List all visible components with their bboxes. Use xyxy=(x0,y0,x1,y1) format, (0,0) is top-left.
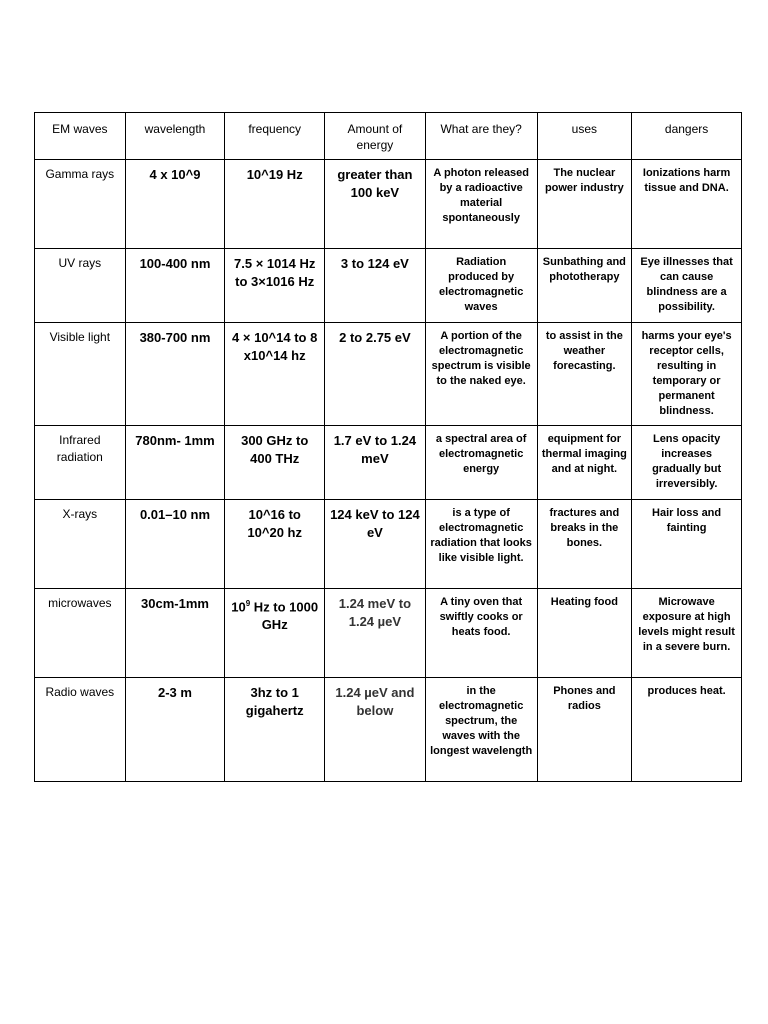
cell-what: A tiny oven that swiftly cooks or heats food. xyxy=(425,589,537,678)
cell-frequency: 10^16 to 10^20 hz xyxy=(225,500,325,589)
cell-frequency: 3hz to 1 gigahertz xyxy=(225,678,325,782)
cell-what: in the electromagnetic spectrum, the waves with the longest wavelength xyxy=(425,678,537,782)
table-header-row xyxy=(35,113,742,160)
cell-what: Radiation produced by electromagnetic waves xyxy=(425,249,537,323)
cell-dangers: harms your eye's receptor cells, resulting in temporary or permanent blindness. xyxy=(632,323,742,426)
cell-frequency: 10^19 Hz xyxy=(225,160,325,249)
cell-dangers: Hair loss and fainting xyxy=(632,500,742,589)
table-row xyxy=(35,500,742,589)
frequency-base: 10 xyxy=(231,599,246,615)
header-frequency: frequency xyxy=(225,113,325,160)
cell-wavelength: 0.01–10 nm xyxy=(125,500,225,589)
cell-energy: 2 to 2.75 eV xyxy=(325,323,426,426)
cell-energy: 3 to 124 eV xyxy=(325,249,426,323)
cell-energy: 124 keV to 124 eV xyxy=(325,500,426,589)
cell-frequency: 300 GHz to 400 THz xyxy=(225,426,325,500)
table-row xyxy=(35,160,742,249)
cell-name: X-rays xyxy=(35,500,126,589)
em-waves-table xyxy=(34,112,742,782)
cell-wavelength: 2-3 m xyxy=(125,678,225,782)
frequency-exponent: 9 xyxy=(245,599,251,608)
cell-uses: equipment for thermal imaging and at night. xyxy=(537,426,632,500)
cell-name: Radio waves xyxy=(35,678,126,782)
cell-what: A portion of the electromagnetic spectrum is visible to the naked eye. xyxy=(425,323,537,426)
cell-uses: to assist in the weather forecasting. xyxy=(537,323,632,426)
cell-dangers: Lens opacity increases gradually but irreversibly. xyxy=(632,426,742,500)
cell-energy: greater than 100 keV xyxy=(325,160,426,249)
cell-dangers: Ionizations harm tissue and DNA. xyxy=(632,160,742,249)
frequency-rest: Hz to 1000 GHz xyxy=(250,599,319,633)
cell-wavelength: 780nm- 1mm xyxy=(125,426,225,500)
cell-name: UV rays xyxy=(35,249,126,323)
table-row xyxy=(35,589,742,678)
cell-dangers: Eye illnesses that can cause blindness are a possibility. xyxy=(632,249,742,323)
header-uses: uses xyxy=(537,113,632,160)
cell-uses: fractures and breaks in the bones. xyxy=(537,500,632,589)
table-row xyxy=(35,426,742,500)
cell-dangers: Microwave exposure at high levels might result in a severe burn. xyxy=(632,589,742,678)
cell-uses: Phones and radios xyxy=(537,678,632,782)
cell-name: Visible light xyxy=(35,323,126,426)
header-em-waves: EM waves xyxy=(35,113,126,160)
cell-wavelength: 30cm-1mm xyxy=(125,589,225,678)
header-energy: Amount of energy xyxy=(325,113,426,160)
cell-uses: Sunbathing and phototherapy xyxy=(537,249,632,323)
header-wavelength: wavelength xyxy=(125,113,225,160)
cell-frequency: 4 × 10^14 to 8 x10^14 hz xyxy=(225,323,325,426)
cell-wavelength: 380-700 nm xyxy=(125,323,225,426)
cell-wavelength: 4 x 10^9 xyxy=(125,160,225,249)
table-row xyxy=(35,323,742,426)
cell-energy: 1.24 meV to 1.24 µeV xyxy=(325,589,426,678)
cell-what: is a type of electromagnetic radiation that looks like visible light. xyxy=(425,500,537,589)
header-what: What are they? xyxy=(425,113,537,160)
cell-frequency xyxy=(225,589,325,678)
cell-energy: 1.24 µeV and below xyxy=(325,678,426,782)
table-row xyxy=(35,678,742,782)
cell-uses: The nuclear power industry xyxy=(537,160,632,249)
cell-name: Gamma rays xyxy=(35,160,126,249)
cell-name: microwaves xyxy=(35,589,126,678)
cell-what: a spectral area of electromagnetic energy xyxy=(425,426,537,500)
cell-uses: Heating food xyxy=(537,589,632,678)
table-row xyxy=(35,249,742,323)
header-dangers: dangers xyxy=(632,113,742,160)
cell-what: A photon released by a radioactive material spontaneously xyxy=(425,160,537,249)
cell-dangers: produces heat. xyxy=(632,678,742,782)
cell-frequency: 7.5 × 1014 Hz to 3×1016 Hz xyxy=(225,249,325,323)
cell-name: Infrared radiation xyxy=(35,426,126,500)
cell-wavelength: 100-400 nm xyxy=(125,249,225,323)
cell-energy: 1.7 eV to 1.24 meV xyxy=(325,426,426,500)
